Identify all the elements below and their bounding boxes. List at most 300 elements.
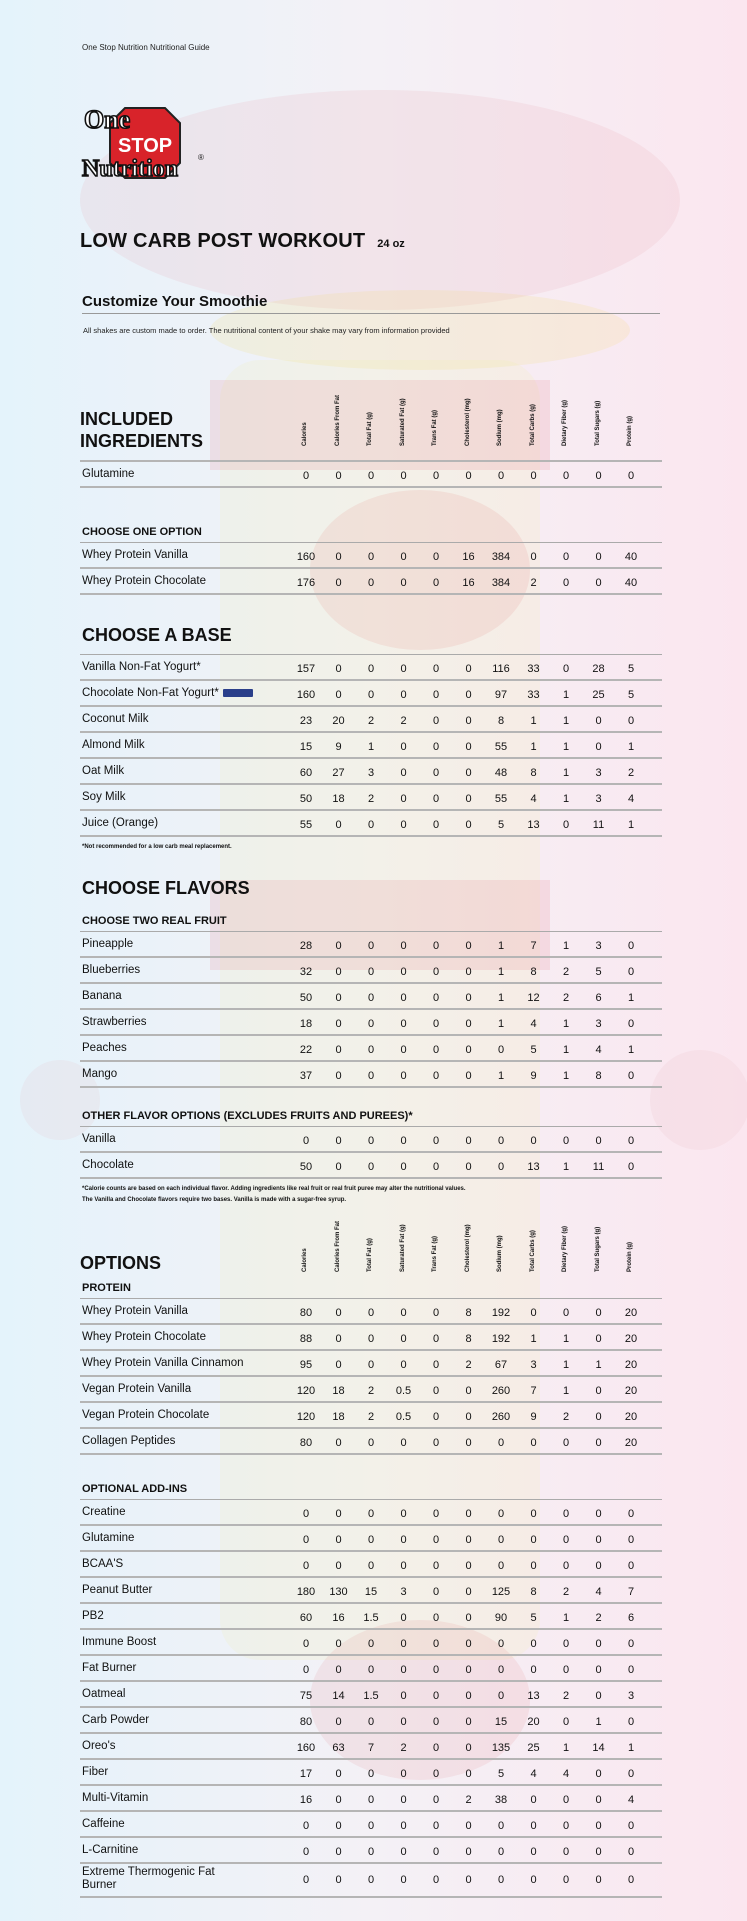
row-value: 1 (530, 1333, 537, 1345)
row-value: 16 (299, 1794, 313, 1806)
column-header: Calories (302, 422, 308, 446)
row-name: Banana (82, 990, 122, 1002)
row-value: 1 (595, 1716, 602, 1728)
row-value: 0 (627, 1018, 635, 1030)
row-value: 1 (562, 767, 570, 779)
column-header: Trans Fat (g) (432, 409, 438, 446)
row-value: 0 (562, 1534, 570, 1546)
row-value: 80 (299, 1307, 313, 1319)
row-value: 0 (400, 1794, 407, 1806)
row-value: 0 (497, 470, 505, 482)
row-value: 0 (497, 1135, 505, 1147)
base-section (80, 625, 662, 850)
row-value: 0 (335, 663, 342, 675)
row-value: 120 (296, 1411, 316, 1423)
row-value: 0 (562, 1820, 570, 1832)
row-value: 0 (400, 1690, 407, 1702)
row-name: Oreo's (82, 1740, 116, 1752)
row-value: 0 (400, 1018, 407, 1030)
row-value: 50 (299, 793, 313, 805)
row-name: L-Carnitine (82, 1844, 139, 1856)
row-value: 0 (367, 1716, 375, 1728)
options-section (80, 1210, 662, 1898)
row-value: 18 (332, 1385, 345, 1397)
row-value: 0 (367, 940, 375, 952)
row-value: 1 (367, 741, 375, 753)
choose-one-rows (80, 543, 662, 595)
column-header: Total Sugars (g) (594, 400, 601, 446)
row-value: 4 (595, 1044, 602, 1056)
row-value: 0 (400, 1359, 407, 1371)
row-value: 1.5 (363, 1612, 379, 1624)
row-value: 7 (367, 1742, 375, 1754)
row-value: 0 (595, 1638, 602, 1650)
row-value: 157 (296, 663, 316, 675)
row-value: 0 (432, 1664, 440, 1676)
row-value: 3 (367, 767, 375, 779)
row-name: Fiber (82, 1766, 109, 1778)
table-row (80, 1682, 662, 1708)
row-value: 5 (627, 689, 635, 701)
options-header (80, 1210, 662, 1278)
row-value: 1 (627, 992, 635, 1004)
row-value: 0 (367, 1638, 375, 1650)
row-name: Vanilla Non-Fat Yogurt* (82, 661, 201, 673)
row-name: Whey Protein Vanilla Cinnamon (82, 1357, 244, 1369)
table-row (80, 1786, 662, 1812)
row-value: 0 (465, 1586, 472, 1598)
row-value: 0 (367, 1333, 375, 1345)
table-row (80, 1838, 662, 1864)
row-value: 0 (627, 1534, 635, 1546)
row-value: 0 (335, 1044, 342, 1056)
row-value: 0 (562, 1638, 570, 1650)
row-value: 0 (595, 577, 602, 589)
row-value: 0 (465, 1508, 472, 1520)
product-title-row (80, 230, 405, 253)
row-value: 0 (400, 663, 407, 675)
row-value: 0 (302, 1820, 310, 1832)
row-value: 0 (497, 1664, 505, 1676)
row-value: 0 (367, 1534, 375, 1546)
row-value: 4 (562, 1768, 570, 1780)
row-value: 0 (367, 551, 375, 563)
row-value: 1 (497, 1018, 505, 1030)
nutrient-column-headers-2 (290, 1210, 650, 1278)
row-value: 0 (562, 551, 570, 563)
row-value: 0 (562, 663, 570, 675)
row-value: 2 (367, 1411, 375, 1423)
row-value: 0 (432, 1437, 440, 1449)
row-value: 0 (497, 1820, 505, 1832)
row-value: 4 (530, 1018, 537, 1030)
row-value: 0 (562, 1794, 570, 1806)
row-value: 0 (530, 470, 537, 482)
row-value: 1 (562, 741, 570, 753)
product-title: LOW CARB POST WORKOUT (80, 230, 366, 252)
guide-header: One Stop Nutrition Nutritional Guide (82, 43, 210, 52)
row-value: 0 (465, 689, 472, 701)
row-value: 0 (432, 1135, 440, 1147)
row-value: 130 (329, 1586, 348, 1598)
row-value: 0 (400, 1638, 407, 1650)
row-value: 0 (335, 1874, 342, 1886)
row-value: 0 (432, 1874, 440, 1886)
column-header: Cholesterol (mg) (464, 398, 471, 446)
row-value: 3 (627, 1690, 635, 1702)
row-value: 0 (595, 1768, 602, 1780)
customize-disclaimer: All shakes are custom made to order. The nutritional content of your shake may vary from information provided (83, 326, 450, 335)
row-value: 0 (400, 1161, 407, 1173)
row-value: 0 (400, 992, 407, 1004)
row-value: 0 (595, 1135, 602, 1147)
table-row (80, 1403, 662, 1429)
table-row (80, 1760, 662, 1786)
row-value: 15 (299, 741, 313, 753)
row-value: 0 (530, 1560, 537, 1572)
column-header: Total Carbs (g) (529, 404, 536, 446)
row-value: 1 (562, 940, 570, 952)
row-value: 180 (296, 1586, 316, 1598)
row-name: Vanilla (82, 1133, 116, 1145)
row-value: 0 (335, 819, 342, 831)
row-value: 0 (627, 1664, 635, 1676)
row-value: 0 (400, 1612, 407, 1624)
row-value: 0 (595, 551, 602, 563)
row-value: 0 (367, 577, 375, 589)
row-value: 0 (432, 1018, 440, 1030)
row-value: 14 (592, 1742, 605, 1754)
row-value: 176 (296, 577, 316, 589)
table-row (80, 759, 662, 785)
row-value: 0 (432, 1359, 440, 1371)
row-value: 0 (335, 1560, 342, 1572)
row-name: Mango (82, 1068, 118, 1080)
row-value: 0 (627, 940, 635, 952)
row-value: 0 (335, 966, 342, 978)
row-name: Strawberries (82, 1016, 147, 1028)
row-value: 40 (624, 551, 638, 563)
row-value: 1 (562, 689, 570, 701)
row-value: 0 (595, 1560, 602, 1572)
row-name: Almond Milk (82, 739, 145, 751)
column-header: Total Fat (g) (367, 412, 373, 446)
logo-registered-mark: ® (198, 153, 204, 162)
row-value: 0 (335, 1359, 342, 1371)
base-title: CHOOSE A BASE (80, 625, 662, 655)
row-value: 0 (432, 1716, 440, 1728)
row-value: 1 (595, 1359, 602, 1371)
brand-badge-icon (223, 689, 253, 697)
row-value: 0 (627, 1560, 635, 1572)
row-value: 60 (299, 767, 313, 779)
row-value: 1 (627, 1742, 635, 1754)
row-value: 7 (627, 1586, 635, 1598)
table-row (80, 1604, 662, 1630)
row-value: 0 (367, 1768, 375, 1780)
row-value: 0 (465, 663, 472, 675)
row-value: 3 (400, 1586, 407, 1598)
row-value: 0 (335, 1716, 342, 1728)
row-value: 0 (595, 1333, 602, 1345)
included-rows (80, 462, 662, 488)
row-value: 0 (335, 1768, 342, 1780)
column-header: Saturated Fat (g) (399, 1224, 406, 1272)
row-value: 15 (494, 1716, 508, 1728)
row-value: 0 (400, 1508, 407, 1520)
row-value: 0 (595, 715, 602, 727)
row-value: 17 (299, 1768, 313, 1780)
row-value: 0 (465, 1846, 472, 1858)
row-value: 0 (367, 1018, 375, 1030)
row-value: 0 (302, 470, 310, 482)
row-value: 1 (562, 1612, 570, 1624)
row-value: 0 (465, 1411, 472, 1423)
row-value: 55 (494, 741, 508, 753)
row-value: 2 (595, 1612, 602, 1624)
row-value: 3 (530, 1359, 537, 1371)
row-value: 0 (595, 1874, 602, 1886)
row-value: 0 (497, 1874, 505, 1886)
row-value: 3 (595, 1018, 602, 1030)
one-stop-nutrition-logo (80, 100, 210, 190)
fruit-rows (80, 932, 662, 1088)
row-value: 384 (491, 551, 511, 563)
row-value: 0 (530, 551, 537, 563)
table-row (80, 1062, 662, 1088)
row-value: 8 (595, 1070, 602, 1082)
row-value: 0 (432, 1508, 440, 1520)
row-value: 0 (400, 689, 407, 701)
row-value: 1 (530, 741, 537, 753)
row-value: 88 (299, 1333, 313, 1345)
row-value: 4 (627, 1794, 635, 1806)
row-value: 1 (562, 793, 570, 805)
row-value: 63 (332, 1742, 345, 1754)
row-value: 0 (432, 1534, 440, 1546)
row-value: 0 (465, 1874, 472, 1886)
table-row (80, 811, 662, 837)
row-value: 20 (624, 1411, 638, 1423)
row-name: PB2 (82, 1610, 104, 1622)
row-value: 0 (465, 1768, 472, 1780)
row-value: 0 (530, 1820, 537, 1832)
row-value: 0 (302, 1135, 310, 1147)
row-value: 20 (332, 715, 345, 727)
row-value: 9 (335, 741, 342, 753)
row-value: 2 (530, 577, 537, 589)
row-value: 32 (299, 966, 313, 978)
row-value: 20 (624, 1359, 638, 1371)
row-value: 20 (624, 1385, 638, 1397)
other-flavors-rows (80, 1127, 662, 1179)
row-value: 1 (562, 1359, 570, 1371)
row-value: 0 (335, 1135, 342, 1147)
row-value: 0 (367, 663, 375, 675)
row-value: 0 (400, 819, 407, 831)
table-row (80, 984, 662, 1010)
row-name: Coconut Milk (82, 713, 149, 725)
row-name: Creatine (82, 1506, 126, 1518)
row-value: 0 (335, 940, 342, 952)
table-row (80, 543, 662, 569)
row-value: 1 (530, 715, 537, 727)
row-value: 1 (627, 819, 635, 831)
row-name: Oat Milk (82, 765, 125, 777)
row-value: 9 (530, 1411, 537, 1423)
row-value: 1 (562, 1044, 570, 1056)
row-value: 0 (497, 1560, 505, 1572)
row-value: 0 (465, 470, 472, 482)
row-value: 20 (624, 1307, 638, 1319)
row-value: 1 (627, 741, 635, 753)
row-value: 0 (497, 1508, 505, 1520)
row-value: 2 (562, 1690, 570, 1702)
row-value: 0 (335, 1820, 342, 1832)
row-value: 0 (432, 1411, 440, 1423)
row-value: 11 (592, 819, 605, 831)
flavors-note-1: *Calorie counts are based on each individual flavor. Adding ingredients like real fruit or real fruit puree may alter the nutritional values. (82, 1186, 466, 1192)
row-value: 3 (595, 793, 602, 805)
table-row (80, 958, 662, 984)
row-value: 0 (367, 1560, 375, 1572)
table-row (80, 785, 662, 811)
row-name: Fat Burner (82, 1662, 137, 1674)
row-value: 0 (562, 1716, 570, 1728)
row-value: 0 (400, 1768, 407, 1780)
row-value: 0 (400, 1437, 407, 1449)
included-header (80, 370, 662, 460)
row-value: 0 (465, 966, 472, 978)
row-value: 0 (465, 1664, 472, 1676)
table-row (80, 1812, 662, 1838)
row-value: 0 (530, 1794, 537, 1806)
base-note: *Not recommended for a low carb meal replacement. (82, 844, 232, 850)
row-value: 1 (562, 715, 570, 727)
row-value: 160 (296, 551, 316, 563)
row-value: 0 (562, 1307, 570, 1319)
row-value: 0 (562, 1437, 570, 1449)
row-value: 8 (530, 966, 537, 978)
column-header: Calories From Fat (334, 1220, 341, 1272)
row-name: BCAA'S (82, 1558, 124, 1570)
row-value: 0 (367, 1044, 375, 1056)
addins-rows (80, 1500, 662, 1898)
row-value: 2 (367, 715, 375, 727)
row-value: 192 (491, 1333, 511, 1345)
row-value: 0 (530, 1307, 537, 1319)
row-value: 0 (595, 1820, 602, 1832)
row-value: 22 (299, 1044, 313, 1056)
row-value: 0 (367, 1307, 375, 1319)
row-value: 0 (465, 1716, 472, 1728)
row-value: 0 (367, 819, 375, 831)
row-value: 0.5 (395, 1411, 412, 1423)
row-value: 260 (491, 1385, 511, 1397)
row-value: 0 (562, 1508, 570, 1520)
row-value: 97 (494, 689, 508, 701)
row-value: 14 (332, 1690, 345, 1702)
row-value: 0 (530, 1534, 537, 1546)
table-row (80, 1734, 662, 1760)
row-value: 12 (527, 992, 540, 1004)
row-value: 0 (530, 1846, 537, 1858)
row-value: 0 (465, 1690, 472, 1702)
row-value: 0 (465, 1135, 472, 1147)
row-value: 0 (400, 1846, 407, 1858)
row-value: 16 (462, 577, 475, 589)
row-name: Glutamine (82, 468, 135, 480)
row-value: 0.5 (395, 1385, 412, 1397)
flavors-title: CHOOSE FLAVORS (82, 878, 250, 898)
row-value: 0 (432, 689, 440, 701)
customize-heading (82, 293, 660, 314)
row-value: 33 (527, 689, 540, 701)
row-value: 0 (465, 940, 472, 952)
row-name: Chocolate Non-Fat Yogurt* (82, 687, 253, 699)
row-value: 4 (530, 793, 537, 805)
row-value: 0 (627, 1161, 635, 1173)
row-value: 6 (595, 992, 602, 1004)
row-value: 2 (562, 1411, 570, 1423)
row-value: 0 (432, 819, 440, 831)
row-value: 0 (432, 767, 440, 779)
row-value: 1 (497, 992, 505, 1004)
row-value: 0 (465, 1385, 472, 1397)
row-value: 0 (400, 1716, 407, 1728)
row-value: 16 (332, 1612, 345, 1624)
row-value: 0 (465, 1534, 472, 1546)
table-row (80, 569, 662, 595)
row-value: 5 (627, 663, 635, 675)
row-value: 0 (335, 1307, 342, 1319)
column-header: Sodium (mg) (497, 1235, 503, 1272)
row-value: 0 (432, 940, 440, 952)
row-value: 1 (562, 1385, 570, 1397)
row-value: 1 (497, 1070, 505, 1082)
table-row (80, 1429, 662, 1455)
row-value: 2 (400, 1742, 407, 1754)
row-value: 0 (335, 1161, 342, 1173)
row-value: 0 (627, 1716, 635, 1728)
table-row (80, 462, 662, 488)
table-row (80, 655, 662, 681)
row-value: 0 (497, 1846, 505, 1858)
row-value: 0 (562, 577, 570, 589)
table-row (80, 681, 662, 707)
row-value: 0 (335, 551, 342, 563)
row-name: Multi-Vitamin (82, 1792, 149, 1804)
row-value: 260 (491, 1411, 511, 1423)
column-header: Saturated Fat (g) (399, 398, 406, 446)
row-value: 0 (465, 767, 472, 779)
row-value: 0 (400, 1307, 407, 1319)
row-value: 13 (527, 1690, 540, 1702)
table-row (80, 1552, 662, 1578)
column-header: Calories (302, 1248, 308, 1272)
row-value: 0 (465, 1018, 472, 1030)
row-value: 11 (592, 1161, 605, 1173)
column-header: Protein (g) (627, 416, 633, 446)
row-value: 0 (400, 1044, 407, 1056)
row-value: 16 (462, 551, 475, 563)
column-header: Total Sugars (g) (594, 1226, 601, 1272)
row-value: 4 (627, 793, 635, 805)
row-value: 0 (432, 663, 440, 675)
table-row (80, 1351, 662, 1377)
row-value: 0 (530, 1437, 537, 1449)
row-value: 0 (432, 1044, 440, 1056)
